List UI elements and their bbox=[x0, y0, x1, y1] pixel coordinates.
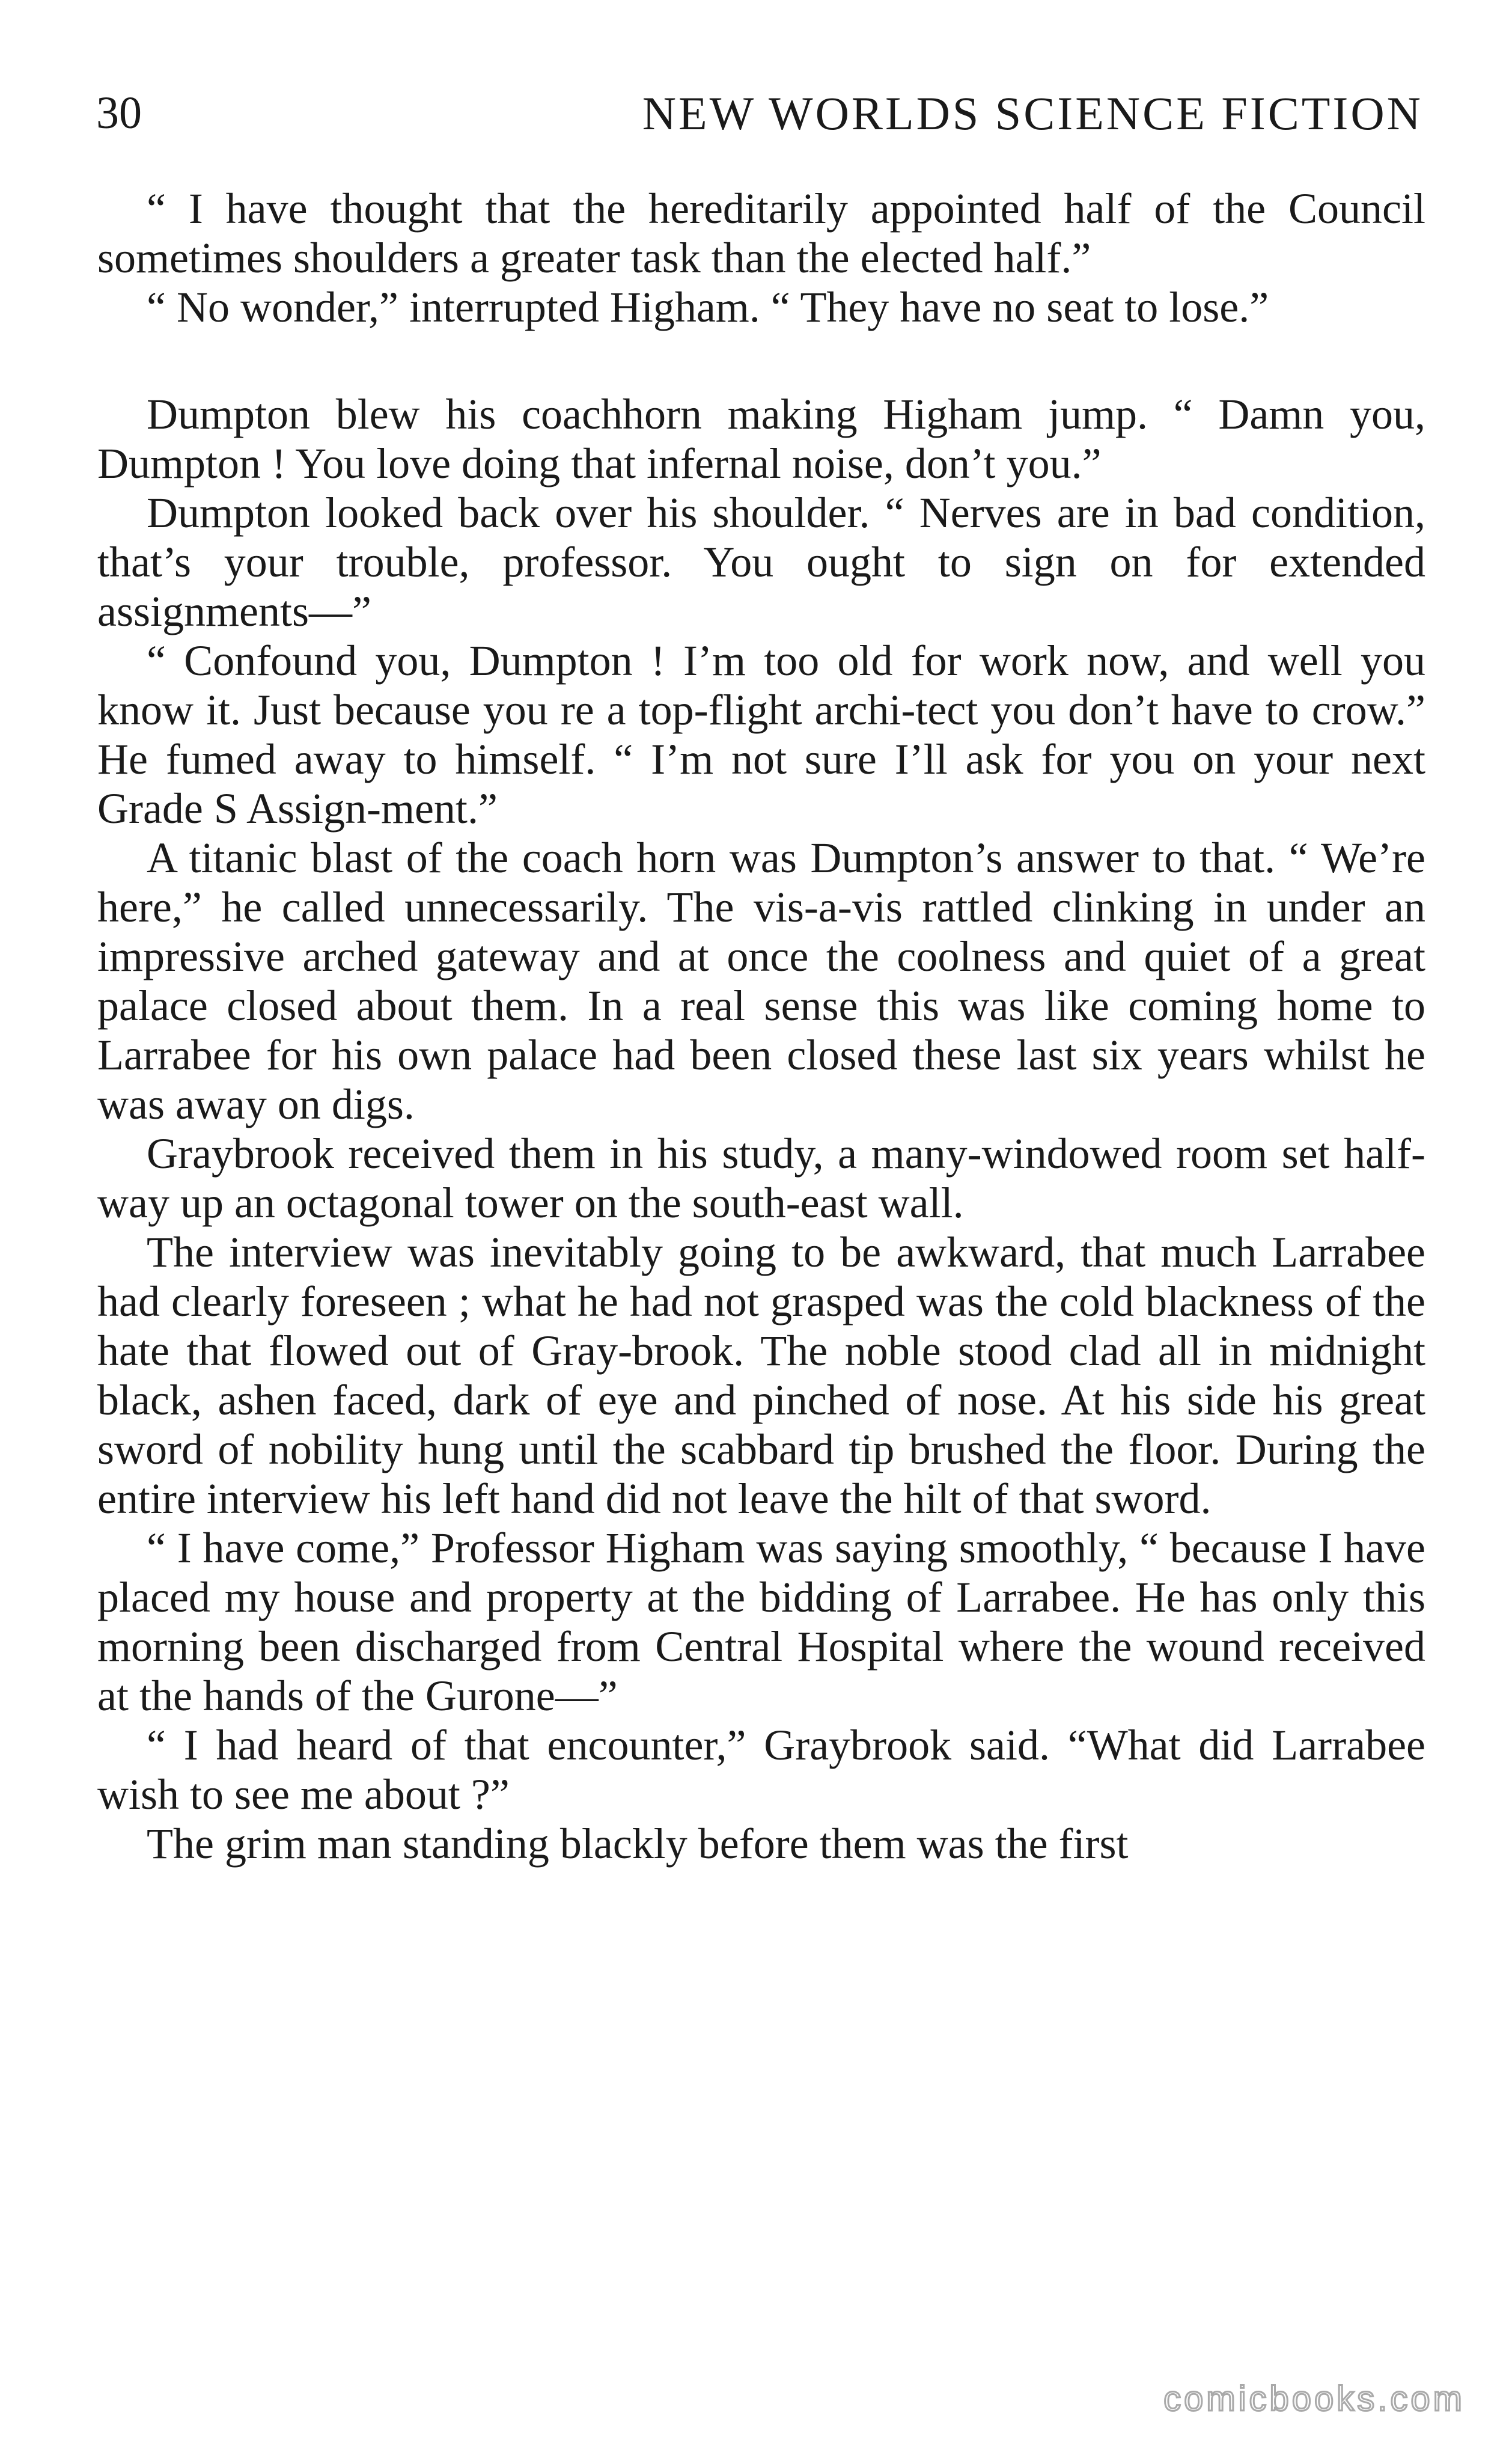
paragraph: Dumpton blew his coachhorn making Higham jump. “ Damn you, Dumpton ! You love doing that infernal noise, don’t you.” bbox=[97, 390, 1425, 488]
paragraph: A titanic blast of the coach horn was Dumpton’s answer to that. “ We’re here,” he called unnecessarily. The vis-a-vis rattled clinking in under an impressive arched gateway and at once the coolness and quiet of a great palace closed about them. In a real sense this was like coming home to Larrabee for his own palace had been closed these last six years whilst he was away on digs. bbox=[97, 834, 1425, 1128]
paragraph: “ Confound you, Dumpton ! I’m too old for work now, and well you know it. Just because you re a top-flight archi-tect you don’t have to crow.” He fumed away to himself. “ I’m not sure I’ll ask for you on your next Grade S Assign-ment.” bbox=[97, 637, 1425, 833]
paragraph: “ I had heard of that encounter,” Graybrook said. “What did Larrabee wish to see me about ?” bbox=[97, 1721, 1425, 1818]
running-title: NEW WORLDS SCIENCE FICTION bbox=[642, 87, 1423, 139]
paragraph: “ I have come,” Professor Higham was saying smoothly, “ because I have placed my house and property at the bidding of Larrabee. He has only this morning been discharged from Central Hospital where the wound received at the hands of the Gurone—” bbox=[97, 1524, 1425, 1720]
paragraph: “ No wonder,” interrupted Higham. “ They have no seat to lose.” bbox=[147, 283, 1269, 331]
page-number: 30 bbox=[96, 88, 142, 138]
watermark: comicbooks.com bbox=[1163, 2379, 1465, 2418]
paragraph: The interview was inevitably going to be awkward, that much Larrabee had clearly foreseen ; what he had not grasped was the cold blackness of the hate that flowed out of Gray-brook. The noble stood clad all in midnight black, ashen faced, dark of eye and pinched of nose. At his side his great sword of nobility hung until the scabbard tip brushed the floor. During the entire interview his left hand did not leave the hilt of that sword. bbox=[97, 1228, 1425, 1523]
paragraph: Graybrook received them in his study, a many-windowed room set half-way up an octagonal tower on the south-east wall. bbox=[97, 1130, 1425, 1227]
paragraph: The grim man standing blackly before them was the first bbox=[147, 1820, 1129, 1868]
paragraph: Dumpton looked back over his shoulder. “ Nerves are in bad condition, that’s your trouble, professor. You ought to sign on for extended assignments—” bbox=[97, 489, 1425, 635]
paragraph: “ I have thought that the hereditarily appointed half of the Council sometimes shoulders a greater task than the elected half.” bbox=[97, 185, 1425, 282]
body-text bbox=[97, 184, 1425, 1868]
